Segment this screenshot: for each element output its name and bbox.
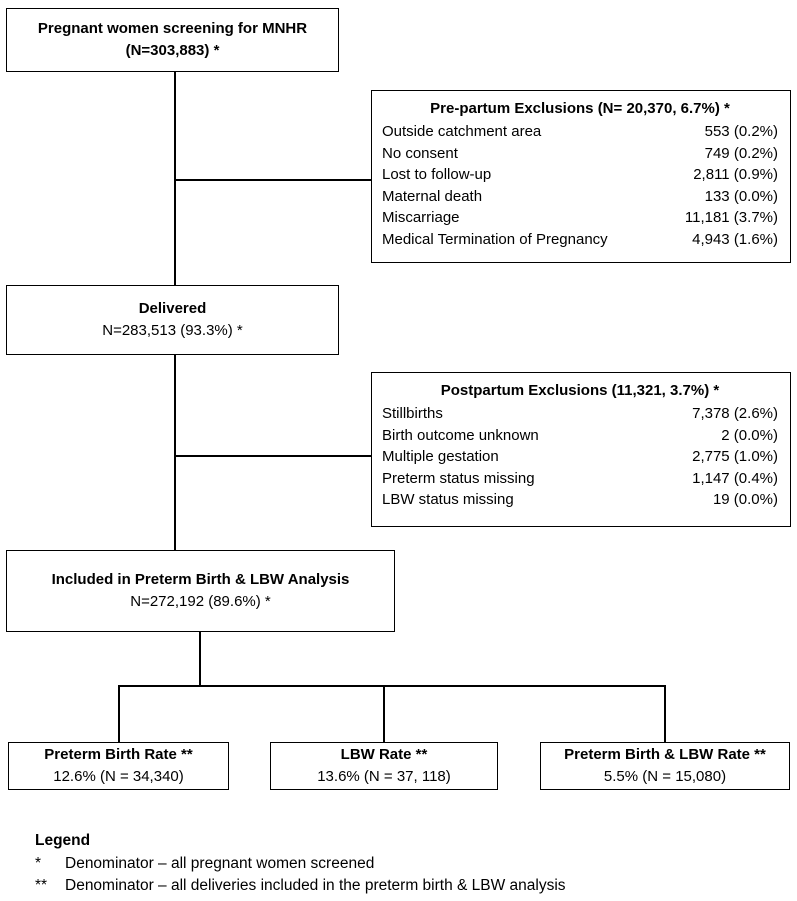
connector-drop-preterm-lbw-rate xyxy=(664,685,666,742)
postpartum-row xyxy=(382,468,778,490)
legend-text: Denominator – all pregnant women screened xyxy=(65,855,375,872)
legend-item xyxy=(35,875,566,897)
exclusion-value: 7,378 (2.6%) xyxy=(692,405,778,422)
lbw-rate-box xyxy=(270,742,498,790)
connector-delivered-to-included xyxy=(174,355,176,550)
exclusion-value: 19 (0.0%) xyxy=(712,491,778,508)
postpartum-exclusions-box xyxy=(371,372,791,527)
exclusion-value: 133 (0.0%) xyxy=(704,187,778,205)
connector-included-down xyxy=(199,632,201,685)
legend-marker: ** xyxy=(35,877,48,894)
connector-branch-horizontal xyxy=(118,685,666,687)
exclusion-label: Preterm status missing xyxy=(382,469,535,487)
screening-count: (N=303,883) * xyxy=(125,42,220,59)
legend-text: Denominator – all deliveries included in the preterm birth & LBW analysis xyxy=(65,877,566,894)
exclusion-label: Lost to follow-up xyxy=(382,166,492,183)
connector-drop-preterm-rate xyxy=(118,685,120,742)
connector-to-postpartum xyxy=(174,455,371,457)
prepartum-row xyxy=(382,164,778,186)
prepartum-title: Pre-partum Exclusions (N= 20,370, 6.7%) * xyxy=(430,100,730,117)
delivered-title: Delivered xyxy=(138,300,207,317)
exclusion-value: 2,775 (1.0%) xyxy=(692,448,778,465)
exclusion-label: Medical Termination of Pregnancy xyxy=(382,230,608,248)
lbw-rate-title: LBW Rate ** xyxy=(340,746,428,763)
postpartum-row xyxy=(382,489,778,511)
exclusion-value: 11,181 (3.7%) xyxy=(684,209,778,226)
exclusion-value: 2 (0.0%) xyxy=(721,426,778,444)
exclusion-value: 749 (0.2%) xyxy=(704,144,778,162)
exclusion-value: 553 (0.2%) xyxy=(704,123,778,140)
prepartum-row xyxy=(382,229,778,251)
included-analysis-box xyxy=(6,550,395,632)
legend-marker: * xyxy=(35,855,42,872)
exclusion-label: Birth outcome unknown xyxy=(382,426,539,444)
legend xyxy=(35,830,566,897)
postpartum-row xyxy=(382,403,778,425)
exclusion-label: Miscarriage xyxy=(382,209,460,226)
exclusion-value: 4,943 (1.6%) xyxy=(692,230,778,248)
prepartum-exclusions-box xyxy=(371,90,791,263)
exclusion-value: 2,811 (0.9%) xyxy=(693,166,778,183)
screening-box xyxy=(6,8,339,72)
exclusion-label: LBW status missing xyxy=(382,491,514,508)
legend-item xyxy=(35,853,566,875)
lbw-rate-value: 13.6% (N = 37, 118) xyxy=(317,768,451,785)
preterm-lbw-rate-box xyxy=(540,742,790,790)
included-count: N=272,192 (89.6%) * xyxy=(130,593,271,610)
prepartum-row xyxy=(382,186,778,208)
exclusion-label: Multiple gestation xyxy=(382,448,499,465)
postpartum-row xyxy=(382,446,778,468)
included-title: Included in Preterm Birth & LBW Analysis xyxy=(51,571,350,588)
preterm-birth-rate-box xyxy=(8,742,229,790)
preterm-lbw-rate-title: Preterm Birth & LBW Rate ** xyxy=(564,746,766,763)
exclusion-label: No consent xyxy=(382,144,458,162)
postpartum-title: Postpartum Exclusions (11,321, 3.7%) * xyxy=(440,382,720,399)
preterm-lbw-rate-value: 5.5% (N = 15,080) xyxy=(603,768,727,785)
exclusion-label: Maternal death xyxy=(382,187,483,205)
exclusion-value: 1,147 (0.4%) xyxy=(692,469,778,487)
exclusion-label: Outside catchment area xyxy=(382,123,542,140)
prepartum-row xyxy=(382,207,778,229)
connector-drop-lbw-rate xyxy=(383,685,385,742)
delivered-box xyxy=(6,285,339,355)
delivered-count: N=283,513 (93.3%) * xyxy=(102,322,243,339)
prepartum-row xyxy=(382,143,778,165)
prepartum-row xyxy=(382,121,778,143)
preterm-birth-rate-title: Preterm Birth Rate ** xyxy=(44,746,193,763)
exclusion-label: Stillbirths xyxy=(382,405,443,422)
connector-to-prepartum xyxy=(174,179,371,181)
screening-title: Pregnant women screening for MNHR xyxy=(37,20,308,37)
preterm-birth-rate-value: 12.6% (N = 34,340) xyxy=(53,768,184,785)
legend-title: Legend xyxy=(35,832,91,849)
postpartum-row xyxy=(382,425,778,447)
